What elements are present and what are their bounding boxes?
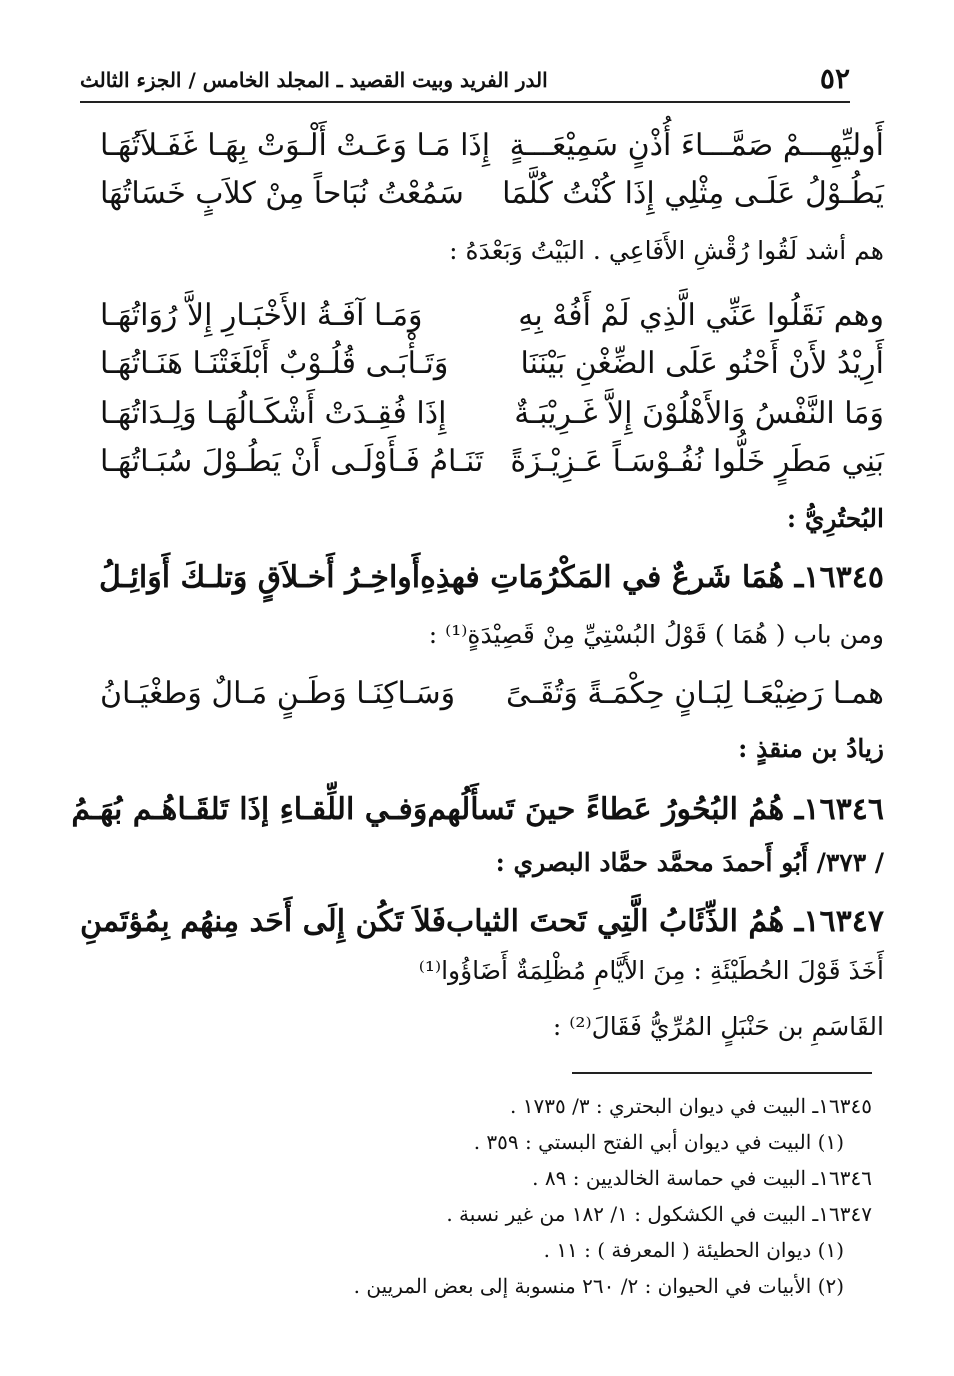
prose-line: ومن باب ( هُمَا ) قَوْلُ البُسْتِيِّ مِنْ قَصِيْدَةٍ⁽¹⁾ : bbox=[428, 620, 884, 649]
verse-first-half: يَطُـوْلُ عَلَـى مِثْلِي إِذَا كُنْتُ كُلَّمَا bbox=[502, 176, 884, 211]
verse-second-half: فَلاَ تَكُن إِلَى أَحَد مِنهُم بِمُؤتَمنِ bbox=[80, 904, 446, 939]
verse-line bbox=[100, 676, 884, 720]
verse-second-half: إِذَا مَـا وَعَـتْ أَلْـوَتْ بِهَـا غَفَـلاَتُهَـا bbox=[100, 128, 491, 163]
verse-first-half: بَنِي مَطَرٍ خَلُّوا نُفُـوْسَـاً عَـزِيْـزَةً bbox=[510, 444, 884, 479]
footnote-line: ١٦٣٤٦ـ البيت في حماسة الخالديين : ٨٩ . bbox=[532, 1166, 872, 1190]
verse-line bbox=[100, 176, 884, 220]
verse-line bbox=[100, 560, 884, 604]
header-divider bbox=[80, 101, 850, 103]
verse-line bbox=[100, 396, 884, 440]
footnote-line: ١٦٣٤٧ـ البيت في الكشكول : ١/ ١٨٢ من غير نسبة . bbox=[446, 1202, 872, 1226]
footnote-line: ١٦٣٤٥ـ البيت في ديوان البحتري : ٣/ ١٧٣٥ . bbox=[510, 1094, 872, 1118]
verse-first-half: أَوليِّهِـــمْ صَمَّـــاءَ أُذْنٍ سَمِيْعَـــةٍ bbox=[509, 128, 884, 163]
prose-line: أَخَذَ قَوْلَ الحُطَيْئَةِ : مِنَ الأَيَّامِ مُظْلِمَةٌ أَضَاؤُوا⁽¹⁾ bbox=[418, 956, 884, 985]
verse-second-half: وَمَـا آفَـةُ الأَخْبَـارِ إِلاَّ رُوَاتُهَـا bbox=[100, 298, 423, 333]
prose-line: / ٣٧٣/ أَبُو أَحمدَ محمَّد حمَّاد البصري : bbox=[495, 848, 884, 877]
verse-first-half: ١٦٣٤٧ـ هُمُ الذِّئَابُ الَّتِي تَحتَ الثياب bbox=[446, 904, 884, 939]
verse-line bbox=[100, 346, 884, 390]
verse-second-half: إِذَا فُقِـدَتْ أَشْكَـالُهَـا وَلِـدَاتُهَـا bbox=[100, 396, 447, 431]
verse-line bbox=[100, 128, 884, 172]
footnote-line: (١) ديوان الحطيئة ( المعرفة ) : ١١ . bbox=[543, 1238, 844, 1262]
verse-first-half: ١٦٣٤٥ـ هُمَا شَرعٌ في المَكْرُمَاتِ فهذِهِ bbox=[420, 560, 884, 595]
verse-line bbox=[100, 444, 884, 488]
verse-first-half: وَمَا النَّفْسُ وَالأَهْلُوْنَ إِلاَّ غَـرِيْبَـةٌ bbox=[514, 396, 884, 431]
page-number: ٥٢ bbox=[819, 62, 850, 95]
verse-second-half: وَفـي اللِّقـاءِ إذَا تَلقَـاهُـم بُهَـمُ bbox=[71, 792, 428, 827]
verse-second-half: تَنَـامُ فَـأَوْلَـى أَنْ يَطُـوْلَ سُبَـاتُهَـا bbox=[100, 444, 484, 479]
verse-second-half: أَواخِـرُ أَخـلاَقٍ وَتلـكَ أَوَائِـلُ bbox=[99, 560, 421, 595]
verse-line bbox=[71, 792, 884, 836]
prose-line: القَاسَمِ بن حَنْبَلٍ المُرِّيُّ فَقَالَ⁽²⁾ : bbox=[552, 1012, 884, 1041]
verse-second-half: سَمُعْتُ نُبَاحاً مِنْ كلاَبٍ خَسَاتُهَا bbox=[100, 176, 464, 211]
verse-line bbox=[80, 904, 884, 948]
page-header bbox=[80, 58, 850, 98]
verse-first-half: ١٦٣٤٦ـ هُمُ البُحُورُ عَطاءً حينَ تَسأَلُهم bbox=[427, 792, 884, 827]
verse-second-half: وَسَـاكِنَـا وَطَـنٍ مَـالٌ وَطغْيَـانُ bbox=[100, 676, 456, 711]
footnote-line: (١) البيت في ديوان أبي الفتح البستي : ٣٥٩ . bbox=[473, 1130, 844, 1154]
prose-line: البُحتُرِيُّ : bbox=[786, 504, 884, 533]
verse-second-half: وَتَـأْبَـى قُلُـوْبٌ أَبْلَغَتْنَـا هَنَـاتُهَـا bbox=[100, 346, 449, 381]
running-title: الدر الفريد وبيت القصيد ـ المجلد الخامس / الجزء الثالث bbox=[80, 68, 548, 92]
prose-line: هم أشد لَقُوا رُقْشِ الأَفَاعِي . البَيْتُ وَبَعْدَهُ : bbox=[449, 236, 884, 265]
verse-first-half: أَرِيْدُ لأَنْ أَحْنُو عَلَى الضِّغْنِ بَيْنَنَا bbox=[520, 346, 884, 381]
footnote-line: (٢) الأبيات في الحيوان : ٢/ ٢٦٠ منسوبة إلى بعض المريين . bbox=[353, 1274, 844, 1298]
verse-line bbox=[100, 298, 884, 342]
verse-first-half: همـا رَضِيْعَـا لِبَـانٍ حِكْمَـةً وَتُقَـىً bbox=[506, 676, 884, 711]
verse-first-half: وهم نَقَلُوا عَنِّي الَّذِي لَمْ أَفُهْ بِهِ bbox=[518, 298, 884, 333]
footnote-divider bbox=[572, 1072, 872, 1074]
prose-line: زيادُ بن منقذٍ : bbox=[738, 734, 884, 763]
